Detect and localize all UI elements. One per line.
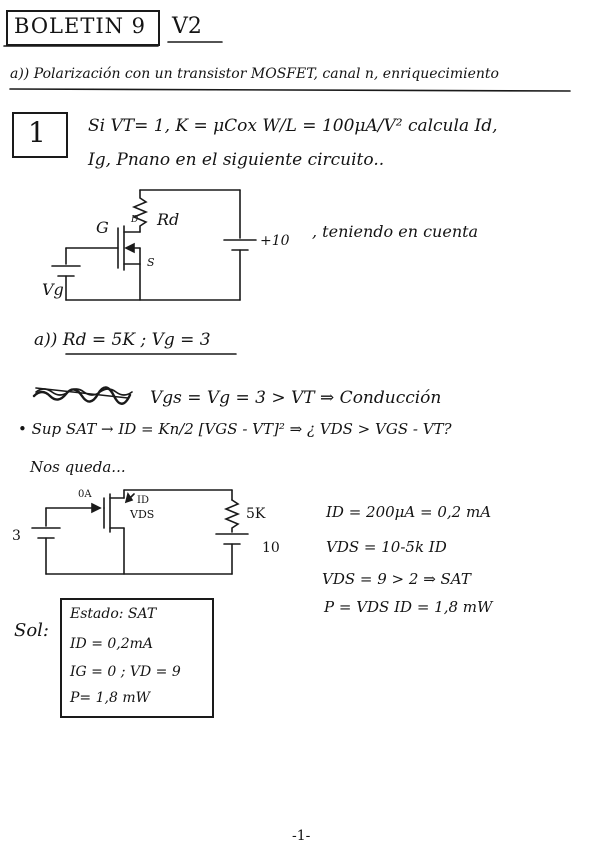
result-vds1: VDS = 10-5k ID — [326, 538, 447, 556]
rd-resistor — [134, 190, 146, 232]
solution-id: ID = 0,2mA — [70, 636, 154, 652]
supply1-label: +10 — [260, 233, 290, 249]
circuit-2-diagram — [32, 490, 248, 574]
version-label: V2 — [172, 14, 202, 39]
problem-statement-line2: Ig, Pnano en el siguiente circuito.. — [88, 150, 385, 170]
circuit-1-diagram — [52, 190, 256, 300]
solution-estado: Estado: SAT — [70, 606, 157, 622]
page-title: BOLETIN 9 — [14, 14, 147, 38]
supply2-label: 10 — [262, 540, 280, 556]
nos-queda: Nos queda... — [30, 458, 126, 476]
rd-label: Rd — [157, 210, 180, 229]
gate-label: G — [96, 218, 109, 237]
ig-label: 0A — [78, 489, 92, 500]
result-vds2: VDS = 9 > 2 ⇒ SAT — [322, 570, 471, 588]
result-p: P = VDS ID = 1,8 mW — [324, 598, 493, 616]
r5k-label: 5K — [246, 506, 266, 522]
problem-statement-line1: Si VT= 1, K = μCox W/L = 100μA/V² calcula Id, — [88, 116, 498, 136]
case-a-sup-line: • Sup SAT → ID = Kn/2 [VGS - VT]² ⇒ ¿ VDS > VGS - VT? — [18, 420, 452, 438]
vg2-label: 3 — [12, 528, 21, 544]
vds-label: VDS — [130, 508, 155, 521]
solution-label: Sol: — [14, 620, 49, 641]
mosfet-arrow — [126, 244, 134, 252]
solution-ig-vd: IG = 0 ; VD = 9 — [70, 664, 181, 680]
drain-label: D — [131, 215, 139, 225]
section-heading-underline — [10, 89, 570, 91]
id-arrow — [126, 494, 132, 502]
case-a-label: a)) Rd = 5K ; Vg = 3 — [34, 330, 211, 350]
source-label: S — [147, 256, 155, 269]
case-a-vgs-line: Vgs = Vg = 3 > VT ⇒ Conducción — [150, 388, 442, 408]
page-number: -1- — [292, 828, 311, 844]
problem-number: 1 — [28, 116, 46, 149]
vg-label: Vg — [42, 280, 64, 299]
problem-aside: , teniendo en cuenta — [312, 222, 479, 241]
ig-arrow — [92, 504, 100, 512]
result-id: ID = 200μA = 0,2 mA — [326, 503, 492, 521]
struck-out-word — [34, 387, 132, 403]
id-label: ID — [137, 495, 149, 506]
r5k-resistor — [226, 500, 238, 532]
solution-p: P= 1,8 mW — [70, 690, 150, 706]
section-heading: a)) Polarización con un transistor MOSFET, canal n, enriquecimiento — [10, 66, 499, 82]
